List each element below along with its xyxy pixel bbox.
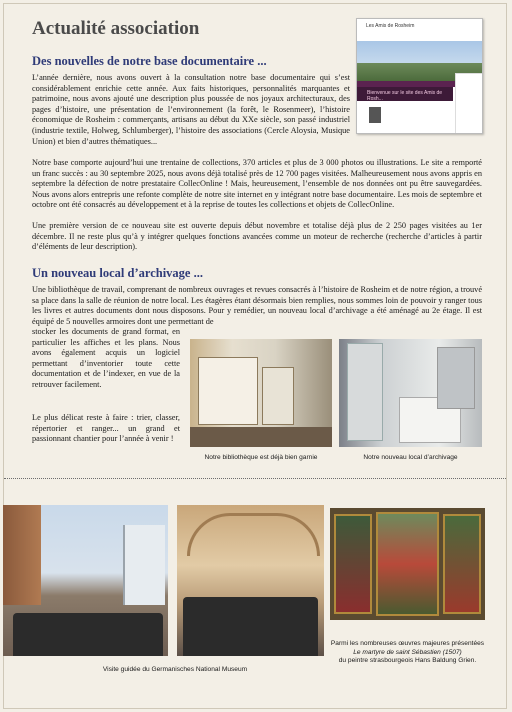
visitor-group	[13, 613, 163, 656]
section-divider	[4, 478, 506, 479]
vaulted-arch	[187, 513, 320, 556]
caption-archive: Notre nouveau local d’archivage	[363, 454, 458, 461]
cabinet-left	[347, 343, 383, 441]
website-menu	[455, 73, 483, 134]
website-banner-text: Bienvenue sur le site des Amis de Rosh...	[367, 90, 443, 102]
website-logo	[369, 107, 381, 123]
page-title: Actualité association	[32, 18, 200, 39]
caption-artwork-line-2: Le martyre de saint Sébastien (1507)	[353, 648, 462, 656]
section-heading-archive: Un nouveau local d’archivage ...	[32, 266, 203, 280]
website-site-title: Les Amis de Rosheim	[366, 23, 415, 29]
altarpiece-right-panel	[443, 514, 481, 614]
museum-visit-photo-exterior	[3, 505, 168, 656]
visitor-group-cloister	[183, 597, 318, 656]
archive-paragraph-3: Le plus délicat reste à faire : trier, classer, répertorier et ranger... un grand et passionnant chantier pour l’année à venir !	[32, 413, 180, 444]
bookshelf	[198, 357, 258, 425]
bookshelf-side	[262, 367, 294, 425]
column	[123, 525, 165, 605]
archive-room-photo	[339, 339, 482, 447]
website-banner	[357, 87, 453, 101]
archive-paragraph-1: Une bibliothèque de travail, comprenant de nombreux ouvrages et revues consacrés à l’histoire de Rosheim et de notre région, a trouvé sa place dans la salle de réunion de notre local. Les étagères étant désormais bien remplies, nous sommes loin de pouvoir y ranger tous les livres et autres documents dont nous disposons. Pour y remédier, un nouveau local d’archivage a été aménagé au 2e étage. Il est équipé de 5 nouvelles armoires dont une permettant de	[32, 285, 482, 326]
library-photo	[190, 339, 332, 447]
database-paragraph-3: Une première version de ce nouveau site est ouverte depuis début novembre et totalise déjà plus de 2 250 pages visitées au 1er décembre. Il ne reste plus qu’à y intégrer quelques fonctions avancées comme un moteur de recherche (recherche d’articles à partir d’éléments de leur description).	[32, 221, 482, 252]
altarpiece-center-panel	[376, 512, 439, 616]
museum-visit-photo-cloister	[177, 505, 324, 656]
caption-visit: Visite guidée du Germanisches National Museum	[102, 666, 248, 673]
section-heading-database: Des nouvelles de notre base documentaire ...	[32, 54, 267, 68]
floor	[190, 427, 332, 447]
altarpiece-photo	[330, 508, 485, 620]
website-screenshot	[356, 18, 483, 134]
caption-artwork-line-1: Parmi les nombreuses œuvres majeures présentées	[330, 640, 485, 647]
building	[3, 505, 41, 605]
altarpiece-left-panel	[334, 514, 372, 614]
database-paragraph-1: L’année dernière, nous avons ouvert à la consultation notre base documentaire qui s’est considérablement enrichie cette année. Aux faits historiques, personnalités marquantes et patrimoine, nous avons ajouté une description plus poussée de nos joyaux architecturaux, des pages d’histoire, une présentation de l’environnement (la forêt, le Rosenmeer), l’histoire économique de Rosheim : commerçants, artisans au début du XXe siècle, son passé industriel (industrie textile, Holweg, Schlumberger), l’histoire des associations (Cercle Aloysia, Musique Union) et bien d’autres thématiques...	[32, 73, 350, 146]
caption-artwork-line-3: du peintre strasbourgeois Hans Baldung Grien.	[338, 657, 477, 664]
database-paragraph-2: Notre base comporte aujourd’hui une trentaine de collections, 370 articles et plus de 3 000 photos ou illustrations. Le site a remporté un franc succès : au 30 septembre 2025, nous avons déjà totalisé près de 12 700 pages visitées. Malheureusement nous avons appris en septembre la défection de notre prestataire CollecOnline ! Mais, heureusement, l’ensemble de nos données ont pu être sauvegardées. Nous avons alors entrepris une refonte complète de notre site internet en y intégrant notre base documentaire. Les mois de septembre et octobre ont été consacrés au développement et à la reprise de toutes les collections et objets de CollecOnline.	[32, 158, 482, 210]
cabinet-right	[437, 347, 475, 409]
caption-library: Notre bibliothèque est déjà bien garnie	[204, 454, 318, 461]
website-header	[357, 19, 483, 41]
caption-artwork	[330, 640, 485, 666]
archive-paragraph-2: stocker les documents de grand format, en particulier les affiches et les plans. Nous avons également acquis un logiciel permettant d’inventorier toute cette documentation et de l’indexer, en vue de la retrouver facilement.	[32, 327, 180, 389]
